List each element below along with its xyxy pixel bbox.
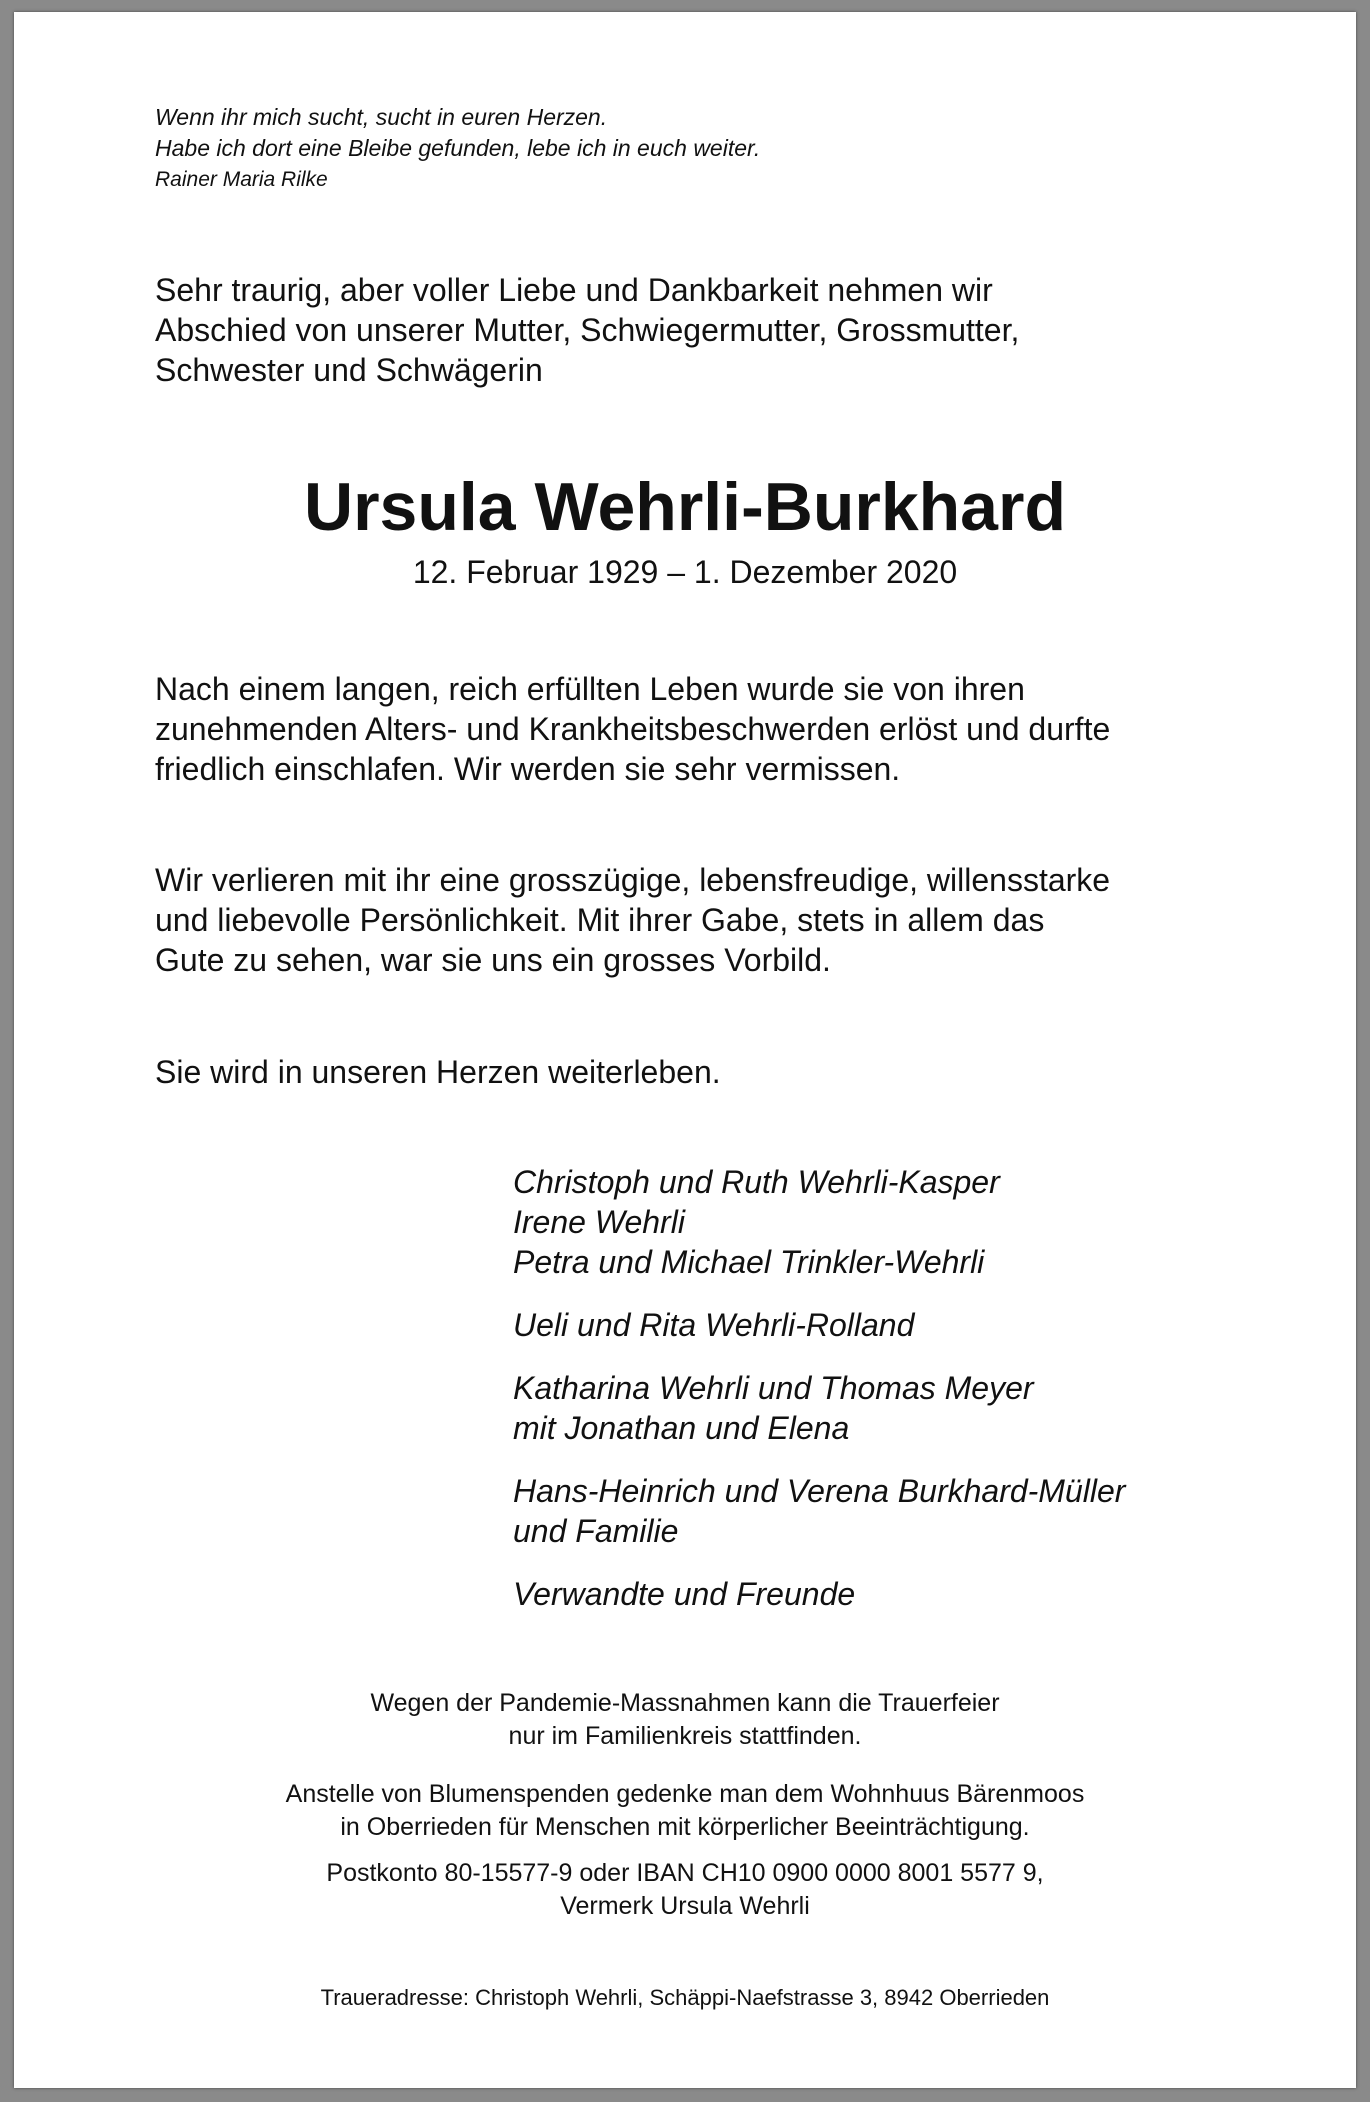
paragraph-line: Nach einem langen, reich erfüllten Leben wurde sie von ihren — [155, 671, 1025, 707]
intro-text — [155, 270, 1155, 390]
notice-line: Postkonto 80-15577-9 oder IBAN CH10 0900 0000 8001 5577 9, — [326, 1859, 1044, 1887]
intro-line: Schwester und Schwägerin — [155, 352, 543, 388]
mourner-group — [513, 1162, 1125, 1282]
paragraph-line: und liebevolle Persönlichkeit. Mit ihrer Gabe, stets in allem das — [155, 902, 1045, 938]
mourning-address: Traueradresse: Christoph Wehrli, Schäppi-Naefstrasse 3, 8942 Oberrieden — [320, 1985, 1050, 2010]
notice-bank-account — [14, 1857, 1356, 1923]
mourner-group — [513, 1574, 1125, 1614]
paragraph-remembrance: Sie wird in unseren Herzen weiterleben. — [155, 1054, 721, 1090]
mourner-group — [513, 1471, 1125, 1551]
quote-author: Rainer Maria Rilke — [155, 168, 328, 191]
mourner-line: Hans-Heinrich und Verena Burkhard-Müller — [513, 1473, 1126, 1509]
mourner-line: Ueli und Rita Wehrli-Rolland — [513, 1307, 915, 1343]
rilke-quote — [155, 102, 760, 195]
quote-line: Wenn ihr mich sucht, sucht in euren Herzen. — [155, 104, 608, 130]
mourner-group — [513, 1368, 1125, 1448]
mourner-line: Verwandte und Freunde — [513, 1576, 856, 1612]
quote-line: Habe ich dort eine Bleibe gefunden, lebe ich in euch weiter. — [155, 135, 761, 161]
notice-donations — [14, 1778, 1356, 1844]
notice-line: Vermerk Ursula Wehrli — [560, 1892, 810, 1920]
notice-line: Anstelle von Blumenspenden gedenke man dem Wohnhuus Bärenmoos — [285, 1780, 1085, 1808]
paragraph-life — [155, 669, 1235, 789]
paragraph-line: friedlich einschlafen. Wir werden sie sehr vermissen. — [155, 751, 901, 787]
intro-line: Abschied von unserer Mutter, Schwiegermutter, Grossmutter, — [155, 312, 1020, 348]
obituary-page — [14, 12, 1356, 2088]
paragraph-line: zunehmenden Alters- und Krankheitsbeschwerden erlöst und durfte — [155, 711, 1111, 747]
deceased-name: Ursula Wehrli-Burkhard — [303, 469, 1066, 545]
mourner-line: mit Jonathan und Elena — [513, 1410, 850, 1446]
notice-line: Wegen der Pandemie-Massnahmen kann die Trauerfeier — [370, 1689, 1000, 1717]
mourner-line: Irene Wehrli — [513, 1204, 685, 1240]
paragraph-line: Gute zu sehen, war sie uns ein grosses Vorbild. — [155, 942, 831, 978]
paragraph-personality — [155, 860, 1235, 980]
mourners-list — [513, 1162, 1125, 1637]
mourner-group — [513, 1305, 1125, 1345]
mourner-line: Katharina Wehrli und Thomas Meyer — [513, 1370, 1034, 1406]
notice-line: nur im Familienkreis stattfinden. — [508, 1722, 862, 1750]
intro-line: Sehr traurig, aber voller Liebe und Dankbarkeit nehmen wir — [155, 272, 993, 308]
life-dates: 12. Februar 1929 – 1. Dezember 2020 — [412, 554, 958, 590]
mourner-line: Christoph und Ruth Wehrli-Kasper — [513, 1164, 1000, 1200]
mourner-line: und Familie — [513, 1513, 679, 1549]
paragraph-line: Wir verlieren mit ihr eine grosszügige, lebensfreudige, willensstarke — [155, 862, 1111, 898]
mourner-line: Petra und Michael Trinkler-Wehrli — [513, 1244, 985, 1280]
notice-line: in Oberrieden für Menschen mit körperlicher Beeinträchtigung. — [340, 1813, 1030, 1841]
notice-ceremony — [14, 1687, 1356, 1753]
